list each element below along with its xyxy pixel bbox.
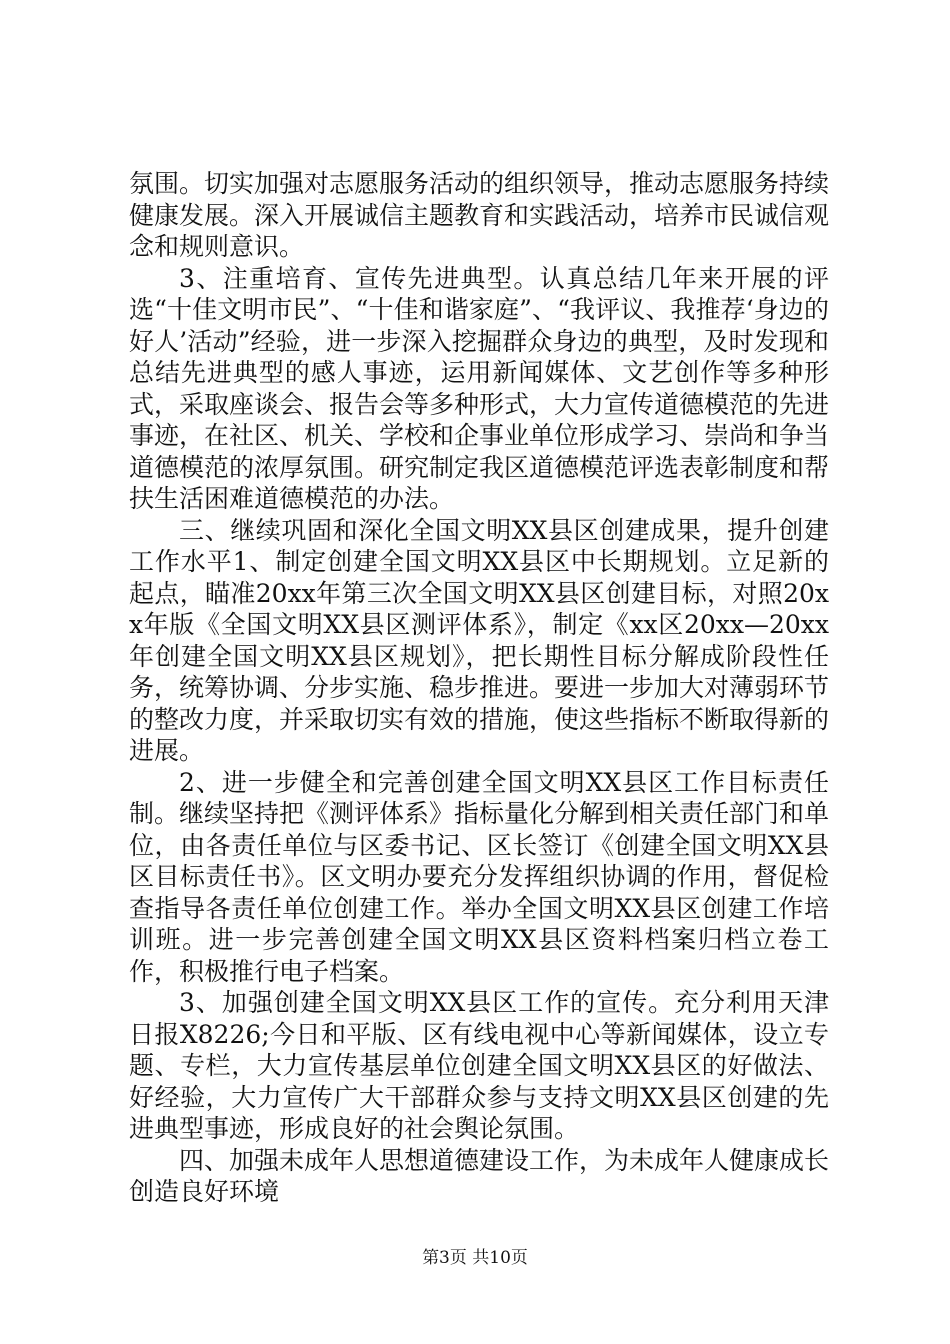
paragraph-item-3-role-models: 3、注重培育、宣传先进典型。认真总结几年来开展的评选“十佳文明市民”、“十佳和谐家庭”、“我评议、我推荐‘身边的好人’活动”经验，进一步深入挖掘群众身边的典型，及时发现和总结先进典型的感人事迹，运用新闻媒体、文艺创作等多种形式，采取座谈会、报告会等多种形式，大力宣传道德模范的先进事迹，在社区、机关、学校和企事业单位形成学习、崇尚和争当道德模范的浓厚氛围。研究制定我区道德模范评选表彰制度和帮扶生活困难道德模范的办法。 xyxy=(129,263,830,513)
paragraph-continuation: 氛围。切实加强对志愿服务活动的组织领导，推动志愿服务持续健康发展。深入开展诚信主题教育和实践活动，培养市民诚信观念和规则意识。 xyxy=(129,169,830,261)
page-number-footer: 第3页 共10页 xyxy=(422,1248,528,1268)
paragraph-section-4: 四、加强未成年人思想道德建设工作，为未成年人健康成长创造良好环境 xyxy=(129,1145,830,1206)
paragraph-section-3: 三、继续巩固和深化全国文明XX县区创建成果，提升创建工作水平1、制定创建全国文明XX县区中长期规划。立足新的起点，瞄准20xx年第三次全国文明XX县区创建目标，对照20xx年版《全国文明XX县区测评体系》，制定《xx区20xx—20xx年创建全国文明XX县区规划》，把长期性目标分解成阶段性任务，统筹协调、分步实施、稳步推进。要进一步加大对薄弱环节的整改力度，并采取切实有效的措施，使这些指标不断取得新的进展。 xyxy=(129,515,830,765)
paragraph-item-2-responsibility: 2、进一步健全和完善创建全国文明XX县区工作目标责任制。继续坚持把《测评体系》指标量化分解到相关责任部门和单位，由各责任单位与区委书记、区长签订《创建全国文明XX县区目标责任书》。区文明办要充分发挥组织协调的作用，督促检查指导各责任单位创建工作。举办全国文明XX县区创建工作培训班。进一步完善创建全国文明XX县区资料档案归档立卷工作，积极推行电子档案。 xyxy=(129,767,830,986)
paragraph-item-3-publicity: 3、加强创建全国文明XX县区工作的宣传。充分利用天津日报X8226;今日和平版、区有线电视中心等新闻媒体，设立专题、专栏，大力宣传基层单位创建全国文明XX县区的好做法、好经验，大力宣传广大干部群众参与支持文明XX县区创建的先进典型事迹，形成良好的社会舆论氛围。 xyxy=(129,988,829,1143)
document-body xyxy=(129,168,829,1208)
